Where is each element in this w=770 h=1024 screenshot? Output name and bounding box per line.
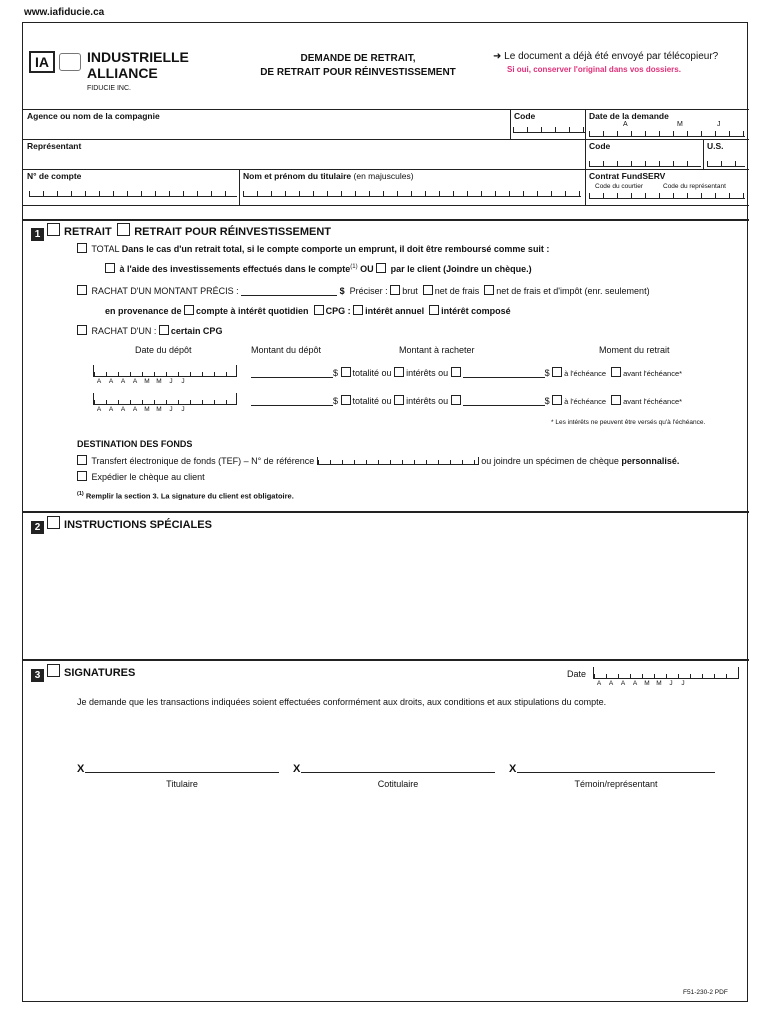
code-input[interactable]: [513, 127, 585, 133]
section3-checkbox[interactable]: [47, 664, 60, 677]
totalite-checkbox[interactable]: [341, 395, 351, 405]
certain-cpg-label: certain CPG: [170, 326, 223, 336]
racheter-amount-input[interactable]: [463, 368, 545, 378]
section1-number: 1: [31, 228, 44, 241]
date-letter: J: [181, 406, 185, 413]
dollar-sign: $: [333, 368, 339, 378]
date-letter: A: [132, 406, 138, 413]
retrait-reinv-label: RETRAIT POUR RÉINVESTISSEMENT: [134, 226, 332, 238]
tef-checkbox[interactable]: [77, 455, 87, 465]
logo-line1: INDUSTRIELLE: [87, 49, 189, 65]
signature-statement: Je demande que les transactions indiquées soient effectuées conformément aux droits, aux conditions et aux stipulations du compte.: [77, 697, 607, 707]
col-moment-retrait: Moment du retrait: [599, 345, 670, 355]
compte-interet-checkbox[interactable]: [184, 305, 194, 315]
interets-checkbox[interactable]: [394, 395, 404, 405]
amount-checkbox[interactable]: [451, 367, 461, 377]
date-letter: M: [156, 378, 162, 385]
net-frais-checkbox[interactable]: [423, 285, 433, 295]
form-page: [22, 22, 748, 1002]
broker-code-label: Code du courtier: [595, 183, 644, 190]
totalite-checkbox[interactable]: [341, 367, 351, 377]
avant-echeance-checkbox[interactable]: [611, 395, 621, 405]
note-sup: (1): [77, 491, 84, 497]
date-j-letter: J: [717, 121, 721, 128]
dollar-sign: $: [544, 396, 550, 406]
interet-compose-label: intérêt composé: [441, 306, 511, 316]
date-letter: M: [644, 680, 650, 687]
joindre-label: ou joindre un spécimen de chèque: [481, 456, 619, 466]
net-frais-impot-checkbox[interactable]: [484, 285, 494, 295]
date-letter: A: [620, 680, 626, 687]
request-date-input[interactable]: [589, 131, 745, 137]
x-cotitulaire: X: [293, 763, 301, 775]
total-label: TOTAL: [91, 244, 120, 254]
compte-interet-label: compte à intérêt quotidien: [196, 306, 309, 316]
cotitulaire-signature-line[interactable]: [301, 761, 495, 773]
cpg-checkbox[interactable]: [314, 305, 324, 315]
date-letter: J: [169, 406, 173, 413]
total-note: Dans le cas d'un retrait total, si le compte comporte un emprunt, il doit être remboursé comme suit :: [121, 244, 550, 254]
avant-echeance-checkbox[interactable]: [611, 367, 621, 377]
code2-label: Code: [589, 141, 611, 151]
tef-reference-input[interactable]: [317, 457, 479, 465]
date-letter: M: [144, 406, 150, 413]
logo-line2: ALLIANCE: [87, 65, 158, 81]
agency-label: Agence ou nom de la compagnie: [27, 111, 160, 121]
net-frais-impot-label: net de frais et d'impôt (enr. seulement): [496, 286, 650, 296]
signature-date-label: Date: [567, 669, 587, 679]
interets-footnote: * Les intérêts ne peuvent être versés qu'à l'échéance.: [551, 419, 706, 426]
a-echeance-label: à l'échéance: [564, 369, 607, 378]
section1-checkbox[interactable]: [47, 223, 60, 236]
account-no-label: N° de compte: [27, 171, 82, 181]
interets-label: intérêts ou: [406, 396, 449, 406]
date-letter: A: [596, 680, 602, 687]
amount-checkbox[interactable]: [451, 395, 461, 405]
signature-date-input[interactable]: [593, 667, 739, 679]
provenance-row: [105, 305, 511, 316]
dollar-sign: $: [333, 396, 339, 406]
form-title-line1: DEMANDE DE RETRAIT,: [300, 53, 416, 64]
personnalise-label: personnalisé.: [621, 456, 680, 466]
titulaire-label: Titulaire: [166, 779, 198, 789]
section2-number: 2: [31, 521, 44, 534]
date-letter: J: [169, 378, 173, 385]
client-checkbox[interactable]: [376, 263, 386, 273]
holder-name-note: (en majuscules): [353, 171, 414, 181]
x-titulaire: X: [77, 763, 85, 775]
section3-number: 3: [31, 669, 44, 682]
section3-header: [31, 664, 135, 682]
col-montant-depot: Montant du dépôt: [251, 345, 322, 355]
section1-note: [77, 491, 294, 501]
invest-option-sup: (1): [350, 264, 358, 270]
net-frais-label: net de frais: [434, 286, 480, 296]
representative-label: Représentant: [27, 141, 82, 151]
rachat-precis-checkbox[interactable]: [77, 285, 87, 295]
expedier-label: Expédier le chèque au client: [91, 472, 205, 482]
depot-date-letters: [93, 406, 189, 413]
expedier-checkbox[interactable]: [77, 471, 87, 481]
ou-label: OU: [360, 264, 374, 274]
date-letter: A: [632, 680, 638, 687]
date-letter: A: [108, 406, 114, 413]
date-letter: J: [669, 680, 673, 687]
rachat-precis-amount-input[interactable]: [241, 286, 337, 296]
special-instructions-area[interactable]: [77, 535, 737, 655]
section3-title: SIGNATURES: [64, 667, 136, 679]
expedier-row: [77, 471, 205, 482]
totalite-label: totalité ou: [352, 396, 392, 406]
depot-date-input[interactable]: [93, 365, 237, 377]
avant-echeance-label: avant l'échéance*: [623, 369, 683, 378]
rachat-dun-label: RACHAT D'UN :: [91, 326, 157, 336]
retrait-reinv-checkbox[interactable]: [117, 223, 130, 236]
date-letter: A: [608, 680, 614, 687]
depot-amount-input[interactable]: [251, 368, 333, 378]
preciser-label: Préciser :: [349, 286, 388, 296]
date-letter: J: [681, 680, 685, 687]
invest-checkbox[interactable]: [105, 263, 115, 273]
temoin-signature-line[interactable]: [517, 761, 715, 773]
note-text: Remplir la section 3. La signature du client est obligatoire.: [85, 491, 294, 501]
date-letter: A: [96, 378, 102, 385]
account-no-input[interactable]: [29, 191, 237, 197]
section2-checkbox[interactable]: [47, 516, 60, 529]
interet-compose-checkbox[interactable]: [429, 305, 439, 315]
date-letter: A: [132, 378, 138, 385]
a-echeance-checkbox[interactable]: [552, 367, 562, 377]
invest-option-label: à l'aide des investissements effectués dans le compte: [119, 264, 351, 274]
interets-label: intérêts ou: [406, 368, 449, 378]
dollar-sign: $: [544, 368, 550, 378]
interets-checkbox[interactable]: [394, 367, 404, 377]
depot-date-letters: [93, 378, 189, 385]
fax-question: [493, 51, 718, 62]
us-label: U.S.: [707, 141, 724, 151]
dollar-sign: $: [339, 286, 345, 296]
tef-label: Transfert électronique de fonds (TEF) – N° de référence: [91, 456, 315, 466]
avant-echeance-label: avant l'échéance*: [623, 397, 683, 406]
totalite-label: totalité ou: [352, 368, 392, 378]
logo-ia-mark: IA: [29, 51, 55, 73]
x-temoin: X: [509, 763, 517, 775]
rachat-precis-label: RACHAT D'UN MONTANT PRÉCIS :: [91, 286, 239, 296]
date-letter: M: [144, 378, 150, 385]
depot-date-input[interactable]: [93, 393, 237, 405]
footer-code: F51-230-2 PDF: [683, 989, 728, 996]
us-input[interactable]: [707, 161, 745, 167]
fax-note: Si oui, conserver l'original dans vos dossiers.: [507, 65, 681, 74]
total-row: [77, 243, 549, 254]
fax-question-text: Le document a déjà été envoyé par télécopieur?: [504, 51, 719, 62]
loan-repay-row: [105, 263, 532, 274]
code-label: Code: [514, 111, 536, 121]
section2-header: [31, 516, 212, 534]
brut-label: brut: [402, 286, 418, 296]
date-a-letter: A: [623, 121, 628, 128]
client-option-label: par le client (Joindre un chèque.): [390, 264, 532, 274]
date-letter: M: [656, 680, 662, 687]
destination-label: DESTINATION DES FONDS: [77, 439, 193, 449]
a-echeance-checkbox[interactable]: [552, 395, 562, 405]
depot-amount-input[interactable]: [251, 396, 333, 406]
date-letter: M: [156, 406, 162, 413]
titulaire-signature-line[interactable]: [85, 761, 279, 773]
date-m-letter: M: [677, 121, 683, 128]
holder-name-input[interactable]: [243, 191, 581, 197]
a-echeance-label: à l'échéance: [564, 397, 607, 406]
depot-amount: [251, 367, 682, 378]
code2-input[interactable]: [589, 161, 701, 167]
cpg-label: CPG :: [325, 306, 351, 316]
rachat-dun-checkbox[interactable]: [77, 325, 87, 335]
col-montant-racheter: Montant à racheter: [399, 345, 475, 355]
date-letter: A: [120, 378, 126, 385]
cotitulaire-label: Cotitulaire: [377, 779, 419, 789]
date-letter: A: [108, 378, 114, 385]
total-checkbox[interactable]: [77, 243, 87, 253]
logo-wave-icon: [59, 53, 81, 71]
interet-annuel-checkbox[interactable]: [353, 305, 363, 315]
section2-title: INSTRUCTIONS SPÉCIALES: [64, 519, 212, 531]
holder-name-label: [243, 171, 414, 181]
date-letter: A: [120, 406, 126, 413]
section1-header: [31, 223, 331, 241]
holder-name-text: Nom et prénom du titulaire: [243, 171, 352, 181]
website-url: www.iafiducie.ca: [24, 7, 105, 18]
depot-amount: [251, 395, 682, 406]
date-letter: A: [96, 406, 102, 413]
fundserv-input[interactable]: [589, 193, 745, 199]
tef-row: [77, 455, 679, 466]
col-date-depot: Date du dépôt: [135, 345, 192, 355]
fundserv-label: Contrat FundSERV: [589, 171, 666, 181]
logo-sub: FIDUCIE INC.: [87, 85, 131, 92]
temoin-label: Témoin/représentant: [574, 779, 658, 789]
date-letter: J: [181, 378, 185, 385]
racheter-amount-input[interactable]: [463, 396, 545, 406]
rep-code-label: Code du représentant: [663, 183, 726, 190]
en-provenance-label: en provenance de: [105, 306, 182, 316]
interet-annuel-label: intérêt annuel: [365, 306, 425, 316]
certain-cpg-checkbox[interactable]: [159, 325, 169, 335]
signature-date-letters: [593, 680, 689, 687]
retrait-label: RETRAIT: [64, 226, 112, 238]
form-title-line2: DE RETRAIT POUR RÉINVESTISSEMENT: [260, 67, 456, 78]
rachat-precis-row: [77, 285, 650, 296]
request-date-label: Date de la demande: [589, 111, 669, 121]
rachat-dun-row: [77, 325, 222, 336]
brut-checkbox[interactable]: [390, 285, 400, 295]
arrow-right-icon: ➜: [493, 51, 502, 62]
